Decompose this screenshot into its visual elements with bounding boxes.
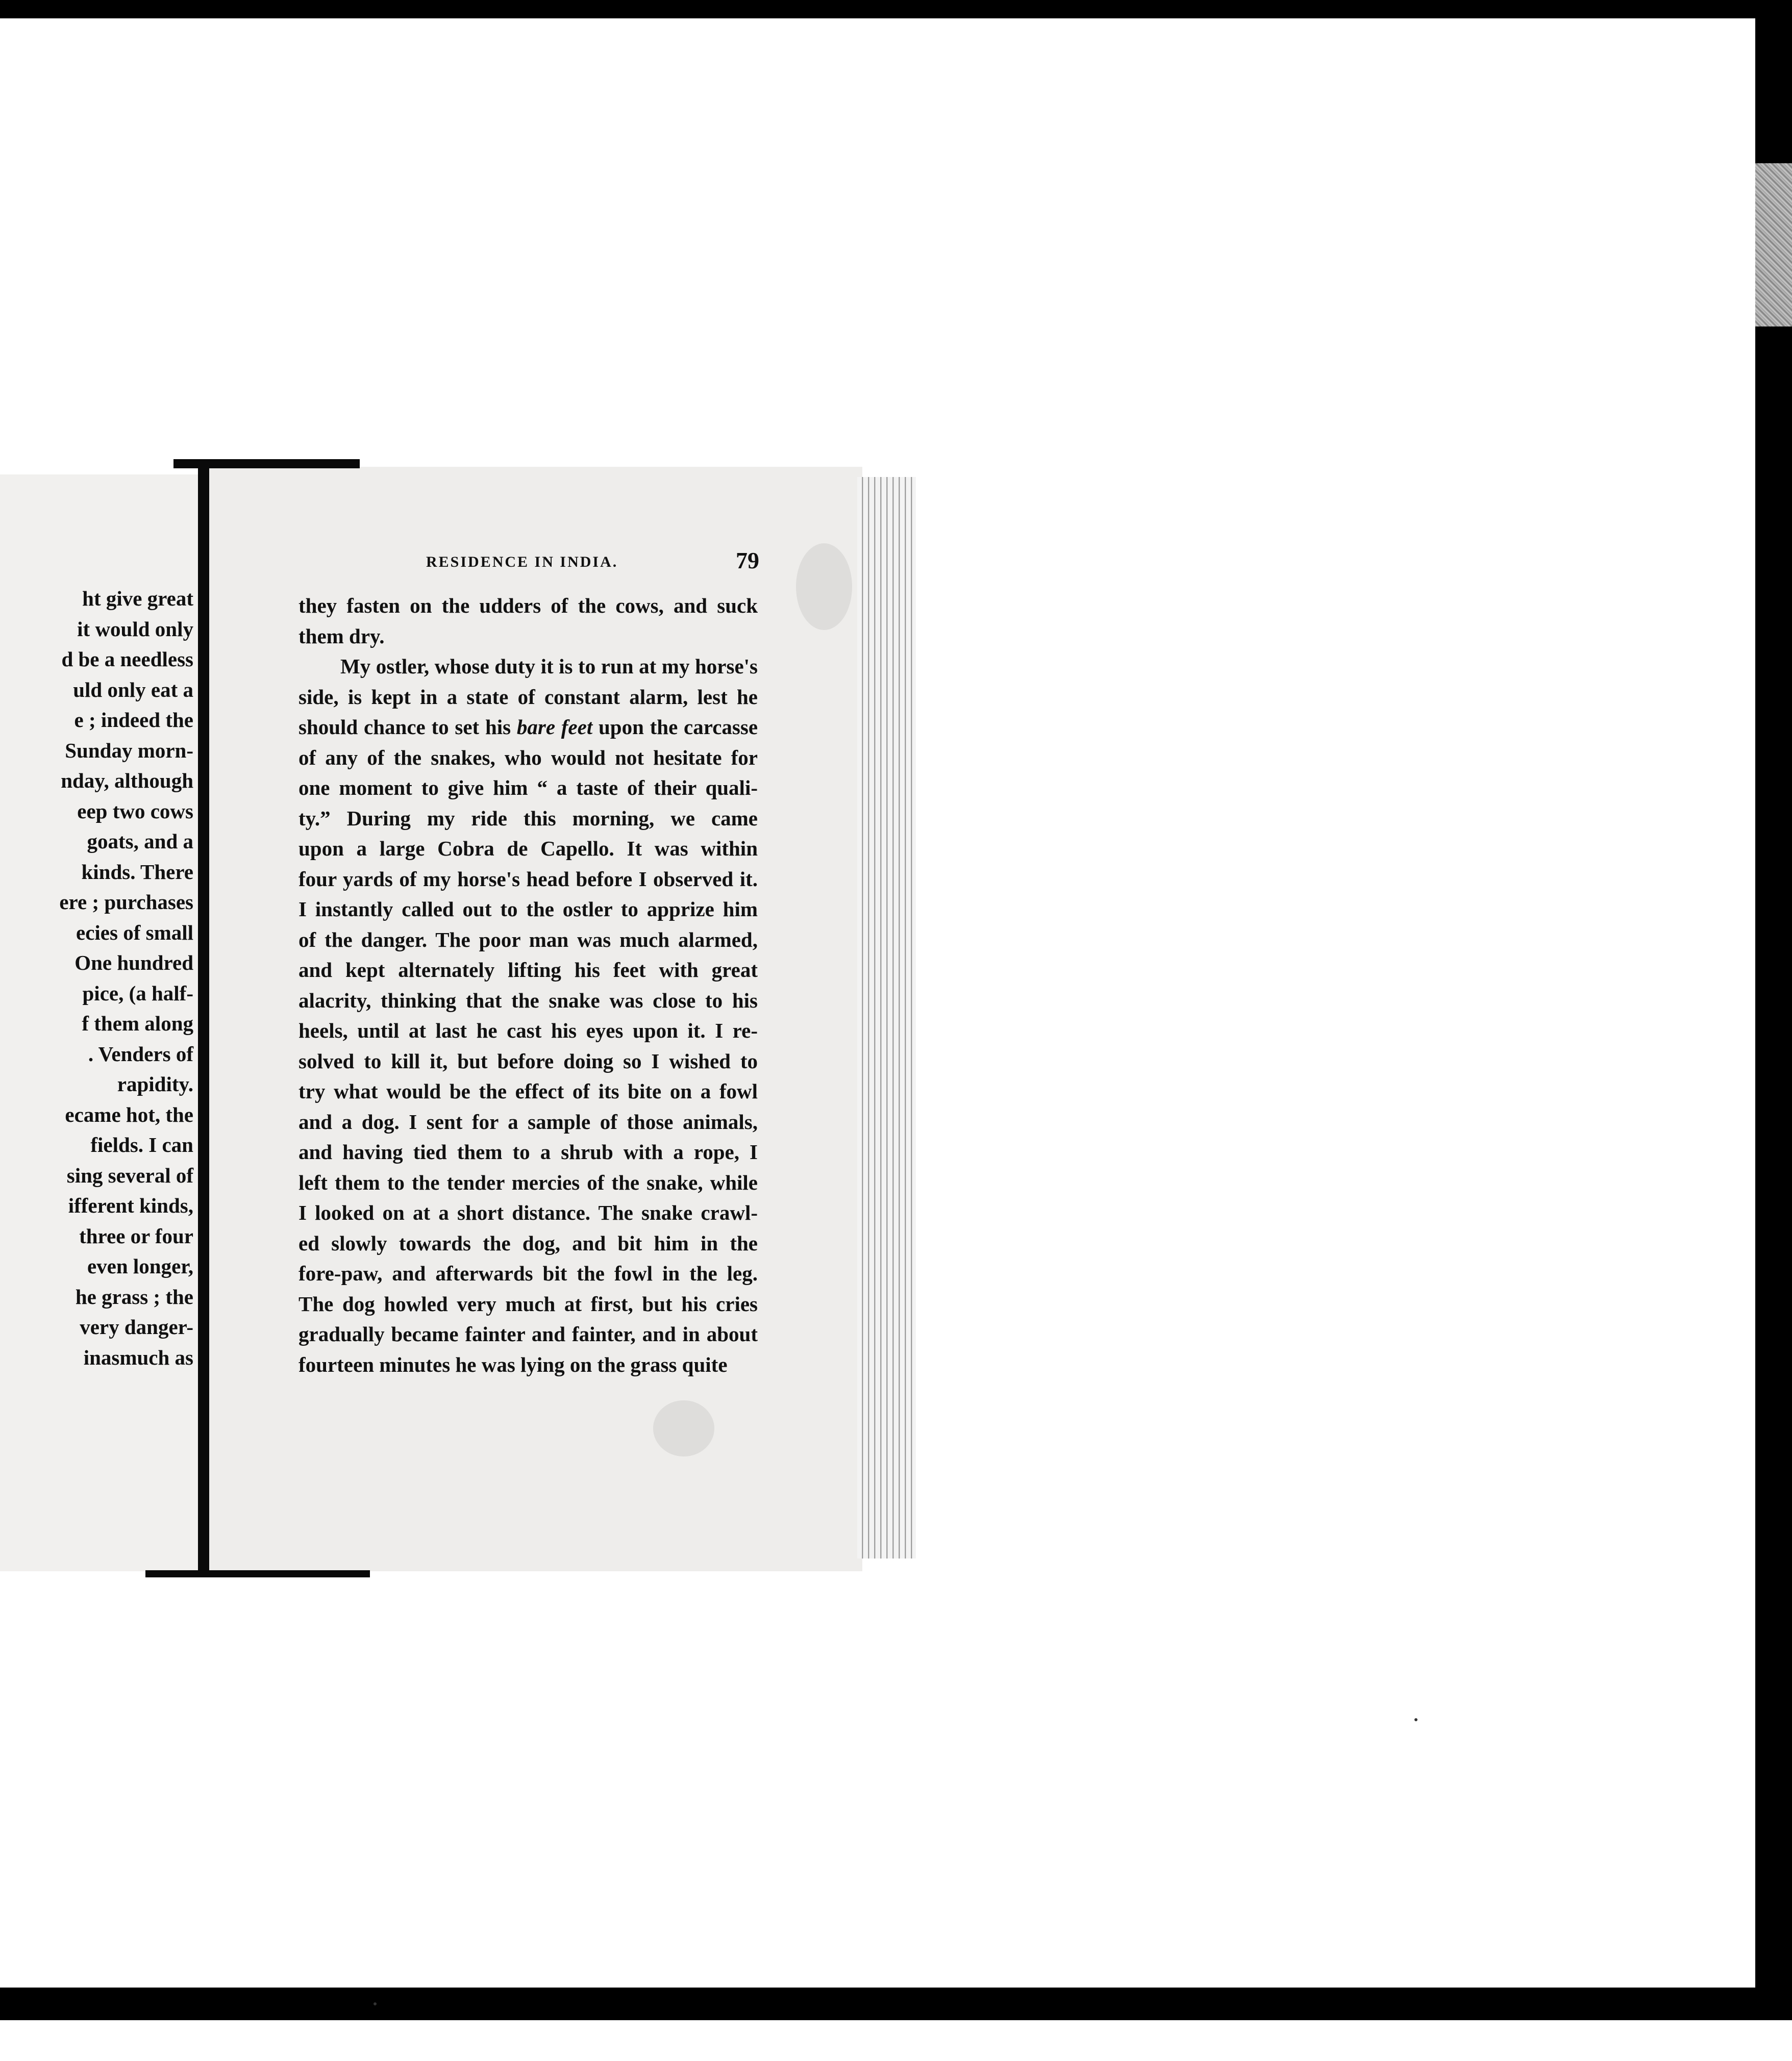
body-line: upon a large Cobra de Capello. It was within [298,837,758,860]
page-edges [857,477,916,1559]
left-page-line: he grass ; the [75,1285,193,1309]
left-page-line: uld only eat a [73,677,193,701]
body-line-text: should chance to set his [298,715,517,739]
left-page-line: three or four [79,1224,193,1248]
left-page-line: ecame hot, the [65,1102,193,1126]
binding-border-bottom [145,1570,370,1577]
film-speck [1414,1718,1417,1721]
film-bottom-strip [0,2020,1792,2061]
left-page-line: Sunday morn- [65,738,193,762]
left-page-line: inasmuch as [83,1345,193,1369]
left-page-line: e ; indeed the [74,708,193,732]
body-line: four yards of my horse's head before I observed it. [298,867,758,891]
left-page-line: pice, (a half- [82,981,193,1005]
body-line: fore-paw, and afterwards bit the fowl in the leg. [298,1262,758,1285]
body-line: and having tied them to a shrub with a rope, I [298,1140,758,1164]
left-page-line: rapidity. [117,1072,193,1096]
left-page-line: ecies of small [76,920,193,944]
body-line-text: upon the carcasse [592,715,758,739]
page-smudge [653,1400,714,1456]
left-page-line: eep two cows [77,799,193,823]
left-page-line: d be a needless [61,647,193,671]
body-line: solved to kill it, but before doing so I wished to [298,1049,758,1073]
left-page-line: goats, and a [87,830,193,853]
left-page-line: ifferent kinds, [68,1194,193,1217]
left-page-line: nday, although [61,769,193,792]
film-speck [374,2002,377,2005]
running-head: RESIDENCE IN INDIA. [426,554,618,570]
body-line: ty.” During my ride this morning, we came [298,806,758,830]
body-line: fourteen minutes he was lying on the grass quite [298,1352,728,1376]
left-page-line: . Venders of [88,1042,193,1066]
body-line: heels, until at last he cast his eyes upon it. I re- [298,1019,758,1042]
page-number: 79 [736,547,759,573]
left-page-line: very danger- [80,1315,193,1339]
body-line: of any of the snakes, who would not hesitate for [298,745,758,769]
left-page-line: One hundred [74,951,193,974]
body-line: them dry. [298,624,385,648]
body-line: I instantly called out to the ostler to apprize him [298,897,758,921]
body-line: and kept alternately lifting his feet with great [298,958,758,982]
body-line: left them to the tender mercies of the snake, while [298,1170,758,1194]
left-page-line: kinds. There [81,860,193,884]
left-page-text [59,584,193,1373]
film-edge-grain [1755,163,1792,326]
left-page-line: it would only [77,617,193,641]
binding-border-gutter [198,464,209,1576]
left-page-line: even longer, [87,1254,193,1278]
body-line: ed slowly towards the dog, and bit him in the [298,1231,758,1255]
page-smudge [796,543,852,630]
body-line: The dog howled very much at first, but his cries [298,1292,758,1316]
body-line: My ostler, whose duty it is to run at my horse's [340,655,758,678]
body-text [298,591,758,1380]
body-line: one moment to give him “ a taste of their quali- [298,776,758,799]
left-page-line: ere ; purchases [59,890,193,914]
left-page-line: fields. I can [90,1133,193,1157]
body-line: they fasten on the udders of the cows, and suck [298,594,758,617]
left-page-line: ht give great [82,587,193,610]
body-line: of the danger. The poor man was much alarmed, [298,927,758,951]
left-page [0,474,202,1571]
left-page-line: f them along [82,1012,193,1035]
emphasized-text: bare feet [516,715,593,739]
body-line: and a dog. I sent for a sample of those animals, [298,1110,758,1134]
body-line: side, is kept in a state of constant alarm, lest he [298,685,758,709]
body-line: alacrity, thinking that the snake was close to his [298,988,758,1012]
body-line: gradually became fainter and fainter, and in about [298,1322,758,1346]
body-line: try what would be the effect of its bite on a fowl [298,1079,758,1103]
body-line [298,712,758,743]
body-line: I looked on at a short distance. The snake crawl- [298,1201,758,1224]
left-page-line: sing several of [66,1163,193,1187]
